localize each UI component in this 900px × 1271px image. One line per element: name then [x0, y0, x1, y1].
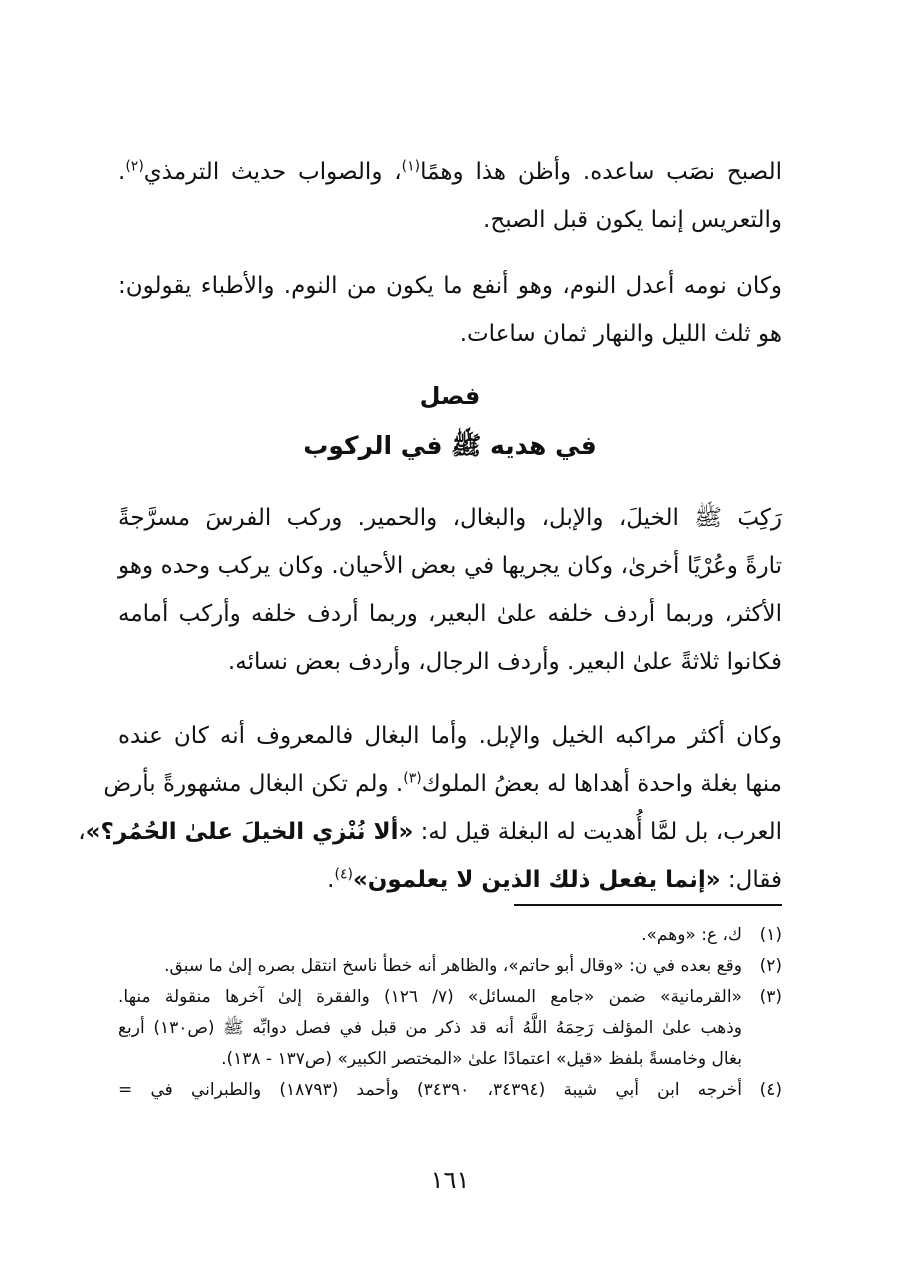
footnote-1	[118, 920, 782, 951]
text-segment: فقال:	[720, 867, 782, 893]
footnote-text	[118, 920, 742, 951]
paragraph-1-line-2: والتعريس إنما يكون قبل الصبح.	[483, 207, 782, 233]
footnote-line: بغال وخامسةً بلفظ «قيل» اعتمادًا علىٰ «المختصر الكبير» (ص١٣٧ - ١٣٨).	[221, 1049, 742, 1069]
footnote-ref-3[interactable]: (٣)	[403, 770, 422, 787]
paragraph-3-line-4: فكانوا ثلاثةً علىٰ البعير. وأردف الرجال، وأردف بعض نسائه.	[227, 649, 782, 675]
text-segment: ،	[78, 819, 86, 845]
paragraph-3-line-1: رَكِبَ ﷺ الخيلَ، والإبل، والبغال، والحمير. وركب الفرسَ مسرَّجةً	[118, 505, 782, 531]
paragraph-2	[118, 262, 782, 358]
footnote-number: (٣)	[759, 987, 782, 1007]
page-number: ١٦١	[430, 1166, 470, 1194]
paragraph-4-line-1: وكان أكثر مراكبه الخيل والإبل. وأما البغال فالمعروف أنه كان عنده	[118, 723, 782, 749]
paragraph-1	[118, 148, 782, 244]
text-segment: منها بغلة واحدة أهداها له بعضُ الملوك	[421, 771, 782, 797]
footnote-line: وذهب علىٰ المؤلف رَحِمَهُ اللَّهُ أنه قد ذكر من قبل في فصل دوابِّه ﷺ (ص١٣٠) أربع	[118, 1018, 742, 1038]
footnote-4	[118, 1075, 782, 1106]
footnote-number: (٢)	[759, 956, 782, 976]
paragraph-4-line-3	[78, 808, 782, 856]
footnote-text	[118, 1075, 742, 1106]
footnote-line: وقع بعده في ن: «وقال أبو حاتم»، والظاهر أنه خطأ ناسخ انتقل بصره إلىٰ ما سبق.	[164, 956, 742, 976]
footnote-line: ك، ع: «وهم».	[641, 925, 742, 945]
paragraph-3	[118, 494, 782, 686]
paragraph-2-line-1: وكان نومه أعدل النوم، وهو أنفع ما يكون من النوم. والأطباء يقولون:	[118, 273, 782, 299]
footnote-number: (١)	[759, 925, 782, 945]
footnote-number: (٤)	[759, 1080, 782, 1100]
paragraph-1-line-1	[118, 148, 782, 196]
section-label: فصل	[419, 382, 481, 410]
paragraph-4-line-4	[118, 856, 782, 904]
text-segment: العرب، بل لمَّا أُهديت له البغلة قيل له:	[413, 819, 782, 845]
footnote-ref-1[interactable]: (١)	[401, 158, 421, 175]
footnote-text	[118, 982, 742, 1075]
footnote-line: «القرمانية» ضمن «جامع المسائل» (٧/ ١٢٦) والفقرة إلىٰ آخرها منقولة منها.	[118, 987, 742, 1007]
paragraph-3-line-2: تارةً وعُرْيًا أخرىٰ، وكان يجريها في بعض الأحيان. وكان يركب وحده وهو	[118, 553, 782, 579]
quote-bold: «ألا نُنْزي الخيلَ علىٰ الحُمُر؟»	[85, 819, 414, 845]
text-segment: .	[118, 159, 126, 185]
footnote-ref-2[interactable]: (٢)	[125, 158, 144, 175]
footnote-3	[118, 982, 782, 1075]
main-text	[78, 148, 783, 904]
text-segment: ، والصواب حديث الترمذي	[143, 159, 402, 185]
quote-bold: «إنما يفعل ذلك الذين لا يعلمون»	[352, 867, 721, 893]
paragraph-2-line-2: هو ثلث الليل والنهار ثمان ساعات.	[459, 321, 782, 347]
text-segment: . ولم تكن البغال مشهورةً بأرض	[103, 771, 404, 797]
paragraph-3-line-3: الأكثر، وربما أردف خلفه علىٰ البعير، وربما أردف خلفه وأركب أمامه	[118, 601, 782, 627]
paragraph-4	[78, 712, 782, 904]
section-title: في هديه ﷺ في الركوب	[303, 431, 597, 460]
footnote-2	[118, 951, 782, 982]
text-segment: الصبح نصَب ساعده. وأظن هذا وهمًا	[420, 159, 783, 185]
paragraph-4-line-2	[103, 760, 782, 808]
footnotes	[118, 920, 782, 1106]
footnote-ref-4[interactable]: (٤)	[334, 866, 353, 883]
text-segment: .	[327, 867, 335, 893]
footnote-line: أخرجه ابن أبي شيبة (٣٤٣٩٤، ٣٤٣٩٠) وأحمد (١٨٧٩٣) والطبراني في =	[118, 1080, 743, 1100]
footnote-separator	[514, 904, 782, 906]
footnote-text	[118, 951, 742, 982]
